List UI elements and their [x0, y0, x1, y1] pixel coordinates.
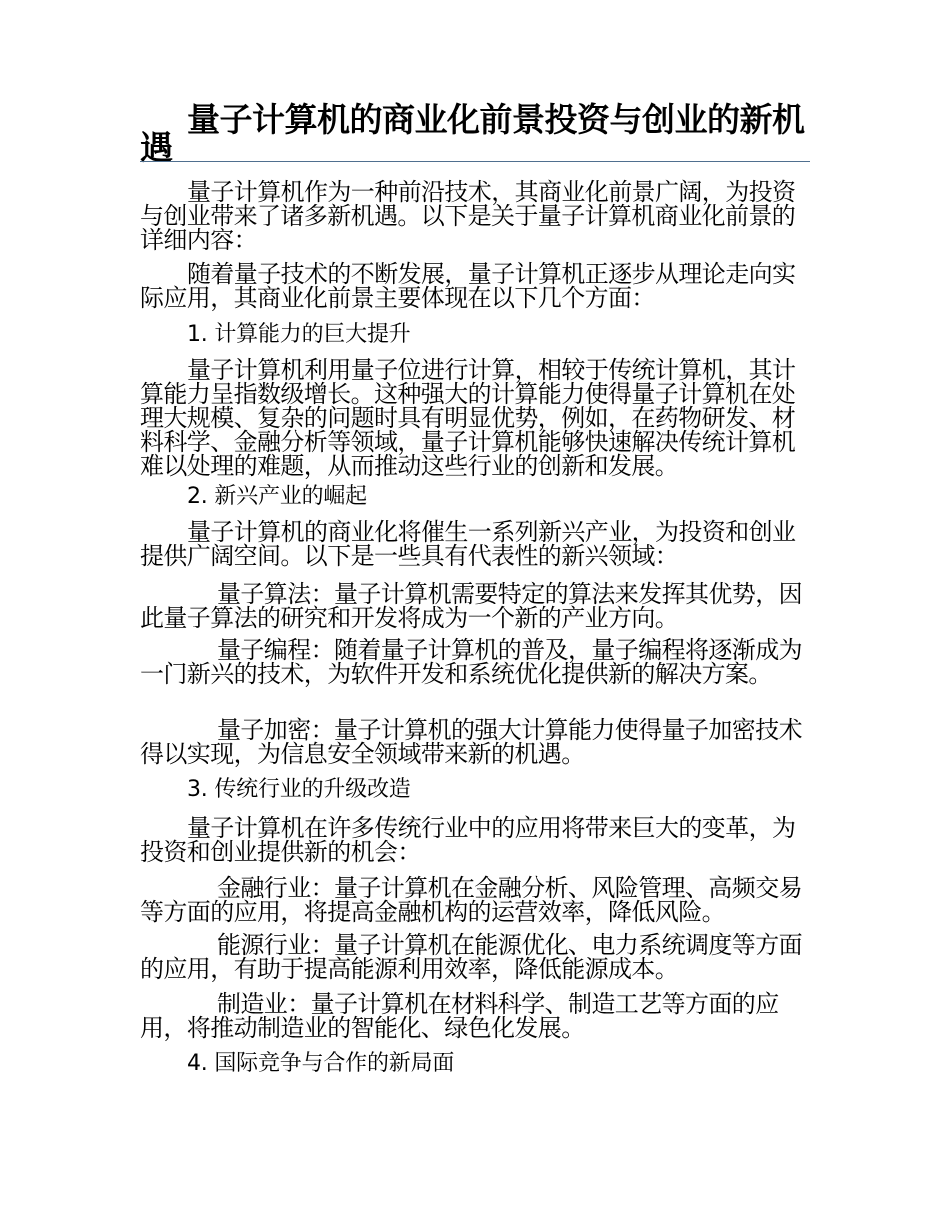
finance-industry-item: 金融行业：量子计算机在金融分析、风险管理、高频交易等方面的应用，将提高金融机构的运营效率，降低风险。: [140, 874, 802, 926]
section-1-paragraph: 量子计算机利用量子位进行计算，相较于传统计算机，其计算能力呈指数级增长。这种强大的计算能力使得量子计算机在处理大规模、复杂的问题时具有明显优势，例如，在药物研发、材料科学、金融分析等领域，量子计算机能够快速解决传统计算机难以处理的难题，从而推动这些行业的创新和发展。: [140, 356, 796, 480]
section-heading-1: 1. 计算能力的巨大提升: [187, 322, 411, 347]
quantum-algorithm-item: 量子算法：量子计算机需要特定的算法来发挥其优势，因此量子算法的研究和开发将成为一个新的产业方向。: [140, 580, 802, 632]
energy-industry-item: 能源行业：量子计算机在能源优化、电力系统调度等方面的应用，有助于提高能源利用效率，降低能源成本。: [140, 931, 802, 983]
overview-paragraph: 随着量子技术的不断发展，量子计算机正逐步从理论走向实际应用，其商业化前景主要体现在以下几个方面：: [140, 260, 796, 312]
section-heading-2: 2. 新兴产业的崛起: [187, 484, 367, 509]
section-heading-4: 4. 国际竞争与合作的新局面: [187, 1051, 455, 1076]
quantum-programming-item: 量子编程：随着量子计算机的普及，量子编程将逐渐成为一门新兴的技术，为软件开发和系统优化提供新的解决方案。: [140, 636, 802, 688]
section-2-intro-paragraph: 量子计算机的商业化将催生一系列新兴产业，为投资和创业提供广阔空间。以下是一些具有代表性的新兴领域：: [140, 518, 796, 570]
quantum-encryption-item: 量子加密：量子计算机的强大计算能力使得量子加密技术得以实现，为信息安全领域带来新的机遇。: [140, 716, 802, 768]
section-heading-3: 3. 传统行业的升级改造: [187, 777, 411, 802]
section-3-intro-paragraph: 量子计算机在许多传统行业中的应用将带来巨大的变革，为投资和创业提供新的机会：: [140, 814, 796, 866]
manufacturing-industry-item: 制造业：量子计算机在材料科学、制造工艺等方面的应用，将推动制造业的智能化、绿色化发展。: [140, 990, 779, 1042]
title-underline: [140, 161, 810, 162]
document-title: 量子计算机的商业化前景投资与创业的新机遇: [140, 100, 805, 167]
intro-paragraph: 量子计算机作为一种前沿技术，其商业化前景广阔，为投资与创业带来了诸多新机遇。以下是关于量子计算机商业化前景的详细内容：: [140, 178, 796, 254]
